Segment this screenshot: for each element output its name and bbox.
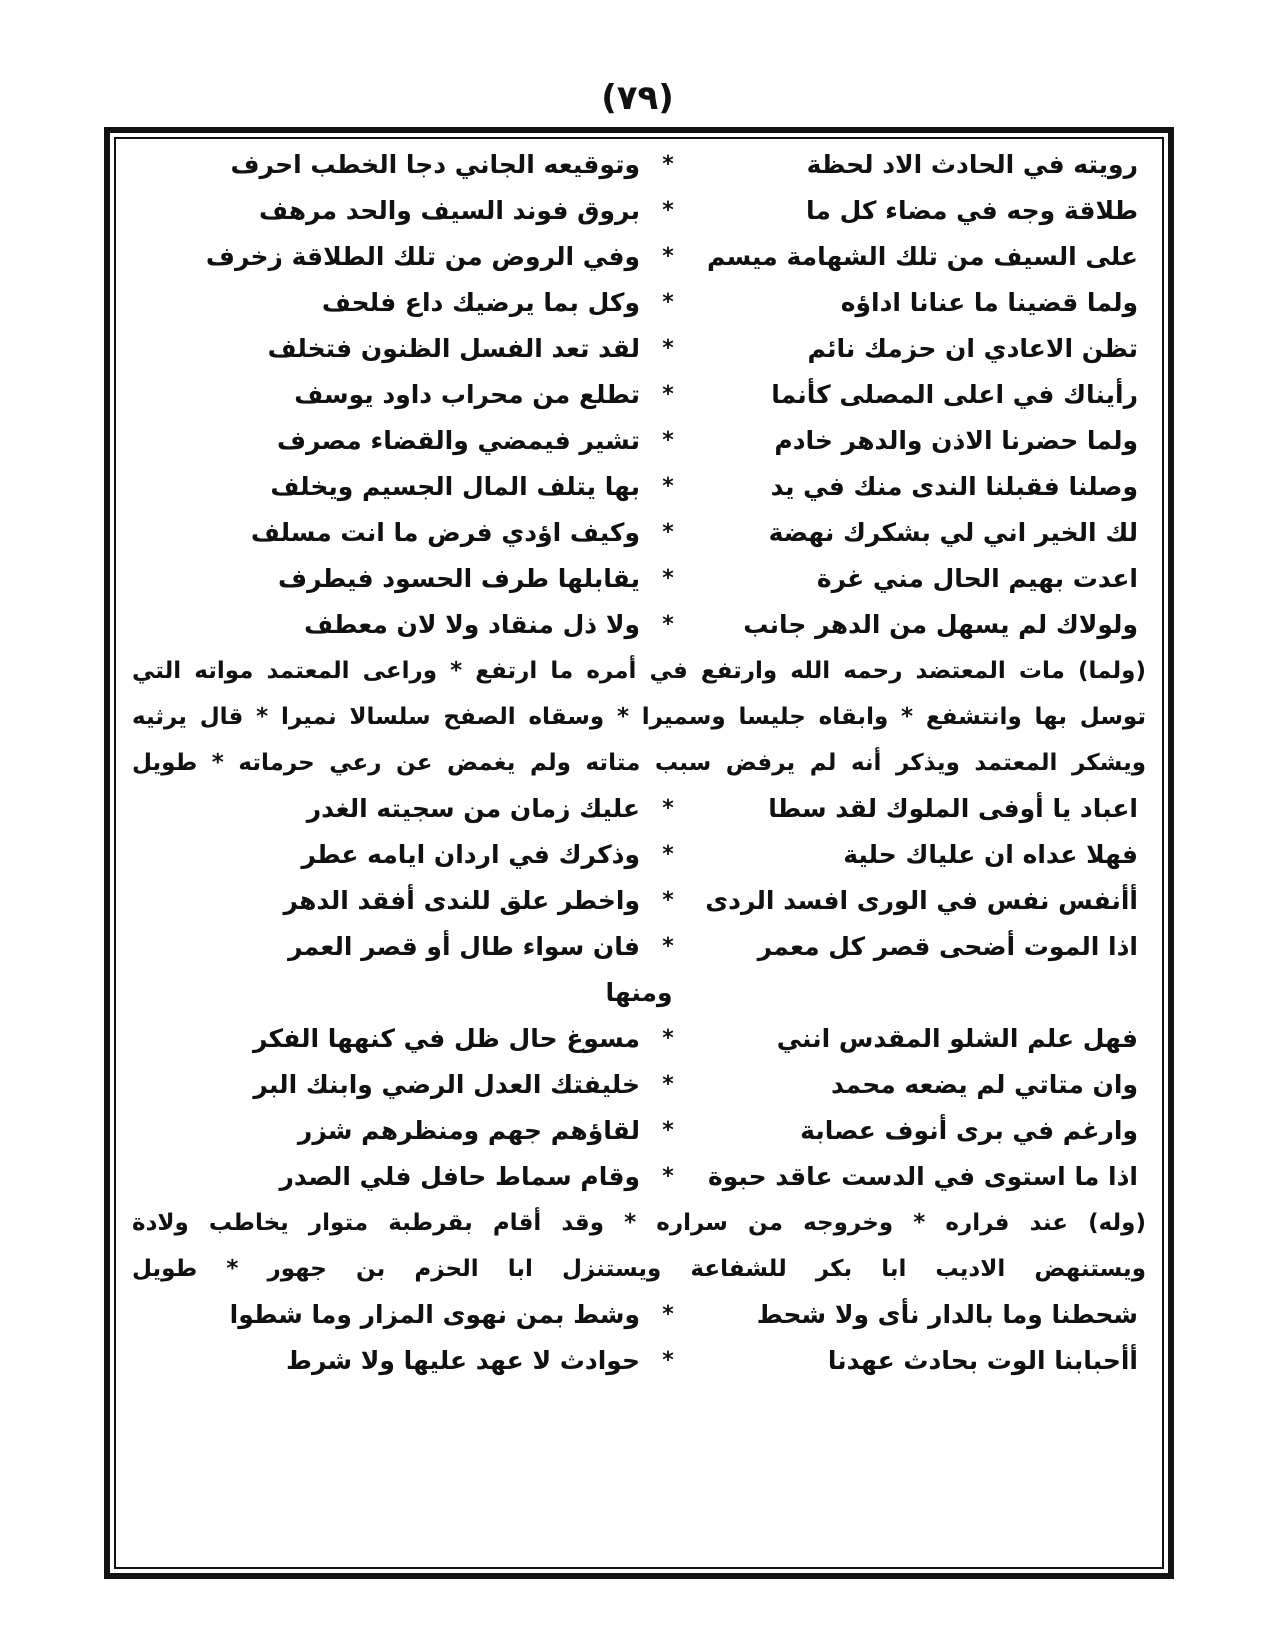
verse-separator-star: *	[662, 842, 674, 867]
verse-separator-star: *	[662, 612, 674, 637]
verse-line	[128, 1062, 1150, 1108]
verse-second-hemistich: ولا ذل منقاد ولا لان معطف	[304, 610, 640, 639]
page-number: (٧٩)	[601, 78, 674, 118]
verse-line	[128, 326, 1150, 372]
verse-second-hemistich: بروق فوند السيف والحد مرهف	[259, 196, 640, 225]
verse-line	[128, 1338, 1150, 1384]
verse-separator-star: *	[662, 566, 674, 591]
verse-line	[128, 602, 1150, 648]
verse-line	[128, 924, 1150, 970]
verse-second-hemistich: لقاؤهم جهم ومنظرهم شزر	[297, 1116, 640, 1145]
verse-first-hemistich: فهل علم الشلو المقدس انني	[776, 1024, 1138, 1053]
verse-separator-star: *	[662, 336, 674, 361]
verse-separator-star: *	[662, 244, 674, 269]
verse-second-hemistich: مسوغ حال ظل في كنهها الفكر	[253, 1024, 640, 1053]
verse-line	[128, 832, 1150, 878]
verse-separator-star: *	[662, 1026, 674, 1051]
verse-first-hemistich: أأحبابنا الوت بحادث عهدنا	[827, 1346, 1138, 1375]
verse-separator-star: *	[662, 290, 674, 315]
verse-second-hemistich: يقابلها طرف الحسود فيطرف	[278, 564, 640, 593]
verse-line	[128, 372, 1150, 418]
verse-line	[128, 556, 1150, 602]
verse-second-hemistich: وقام سماط حافل فلي الصدر	[279, 1162, 640, 1191]
verse-separator-star: *	[662, 1072, 674, 1097]
verse-first-hemistich: وصلنا فقبلنا الندى منك في يد	[770, 472, 1138, 501]
verse-line	[128, 142, 1150, 188]
verse-first-hemistich: اعباد يا أوفى الملوك لقد سطا	[768, 794, 1138, 823]
verse-first-hemistich: على السيف من تلك الشهامة ميسم	[707, 242, 1138, 271]
verse-line	[128, 234, 1150, 280]
verse-separator-star: *	[662, 428, 674, 453]
verse-separator-star: *	[662, 152, 674, 177]
verse-second-hemistich: وكيف اؤدي فرض ما انت مسلف	[250, 518, 640, 547]
verse-second-hemistich: وتوقيعه الجاني دجا الخطب احرف	[230, 150, 640, 179]
verse-separator-star: *	[662, 796, 674, 821]
verse-separator-star: *	[662, 1348, 674, 1373]
verse-separator-star: *	[662, 198, 674, 223]
verse-line	[128, 1016, 1150, 1062]
verse-first-hemistich: أأنفس نفس في الورى افسد الردى	[705, 886, 1138, 915]
verse-line	[128, 464, 1150, 510]
verse-line	[128, 1108, 1150, 1154]
verse-second-hemistich: وكل بما يرضيك داع فلحف	[321, 288, 640, 317]
verse-separator-star: *	[662, 474, 674, 499]
verse-second-hemistich: وفي الروض من تلك الطلاقة زخرف	[205, 242, 640, 271]
verse-separator-star: *	[662, 382, 674, 407]
verse-line	[128, 878, 1150, 924]
verse-second-hemistich: حوادث لا عهد عليها ولا شرط	[285, 1346, 640, 1375]
verse-first-hemistich: طلاقة وجه في مضاء كل ما	[806, 196, 1138, 225]
verse-separator-star: *	[662, 520, 674, 545]
verse-first-hemistich: رأيناك في اعلى المصلى كأنما	[771, 380, 1138, 409]
verse-line	[128, 418, 1150, 464]
verse-line	[128, 510, 1150, 556]
prose-line: ويشكر المعتمد ويذكر أنه لم يرفض سبب متاته ولم يغمض عن رعي حرماته * طويل	[132, 750, 1146, 776]
section-heading: ومنها	[605, 978, 673, 1007]
verse-separator-star: *	[662, 888, 674, 913]
verse-separator-star: *	[662, 1164, 674, 1189]
main-text-block	[128, 142, 1150, 1562]
verse-first-hemistich: اعدت بهيم الحال مني غرة	[816, 564, 1138, 593]
verse-second-hemistich: تطلع من محراب داود يوسف	[294, 380, 640, 409]
verse-second-hemistich: وشط بمن نهوى المزار وما شطوا	[229, 1300, 640, 1329]
verse-second-hemistich: تشير فيمضي والقضاء مصرف	[277, 426, 640, 455]
verse-separator-star: *	[662, 934, 674, 959]
verse-first-hemistich: لك الخير اني لي بشكرك نهضة	[768, 518, 1138, 547]
verse-first-hemistich: رويته في الحادث الاد لحظة	[806, 150, 1138, 179]
prose-line: (ولما) مات المعتضد رحمه الله وارتفع في أمره ما ارتفع * وراعى المعتمد مواته التي	[132, 658, 1146, 684]
verse-second-hemistich: واخطر علق للندى أفقد الدهر	[283, 886, 640, 915]
verse-second-hemistich: فان سواء طال أو قصر العمر	[288, 932, 640, 961]
verse-line	[128, 1292, 1150, 1338]
prose-line: ويستنهض الاديب ابا بكر للشفاعة ويستنزل ابا الحزم بن جهور * طويل	[132, 1256, 1146, 1282]
verse-first-hemistich: شحطنا وما بالدار نأى ولا شحط	[756, 1300, 1138, 1329]
verse-separator-star: *	[662, 1118, 674, 1143]
verse-line	[128, 280, 1150, 326]
verse-first-hemistich: وارغم في برى أنوف عصابة	[800, 1116, 1138, 1145]
verse-first-hemistich: اذا ما استوى في الدست عاقد حبوة	[707, 1162, 1138, 1191]
verse-first-hemistich: ولما قضينا ما عنانا اداؤه	[840, 288, 1138, 317]
verse-first-hemistich: تظن الاعادي ان حزمك نائم	[807, 334, 1138, 363]
verse-second-hemistich: وذكرك في اردان ايامه عطر	[301, 840, 640, 869]
verse-first-hemistich: وان متاتي لم يضعه محمد	[831, 1070, 1138, 1099]
prose-line: توسل بها وانتشفع * وابقاه جليسا وسميرا * وسقاه الصفح سلسالا نميرا * قال يرثيه	[132, 704, 1146, 730]
verse-second-hemistich: بها يتلف المال الجسيم ويخلف	[270, 472, 640, 501]
verse-first-hemistich: فهلا عداه ان علياك حلية	[843, 840, 1138, 869]
verse-line	[128, 1154, 1150, 1200]
verse-line	[128, 786, 1150, 832]
verse-line	[128, 188, 1150, 234]
verse-first-hemistich: اذا الموت أضحى قصر كل معمر	[757, 932, 1138, 961]
verse-second-hemistich: خليفتك العدل الرضي وابنك البر	[253, 1070, 640, 1099]
verse-separator-star: *	[662, 1302, 674, 1327]
verse-first-hemistich: ولما حضرنا الاذن والدهر خادم	[774, 426, 1138, 455]
verse-first-hemistich: ولولاك لم يسهل من الدهر جانب	[743, 610, 1138, 639]
verse-second-hemistich: لقد تعد الفسل الظنون فتخلف	[267, 334, 640, 363]
prose-line: (وله) عند فراره * وخروجه من سراره * وقد أقام بقرطبة متوار يخاطب ولادة	[132, 1210, 1146, 1236]
verse-second-hemistich: عليك زمان من سجيته الغدر	[306, 794, 640, 823]
